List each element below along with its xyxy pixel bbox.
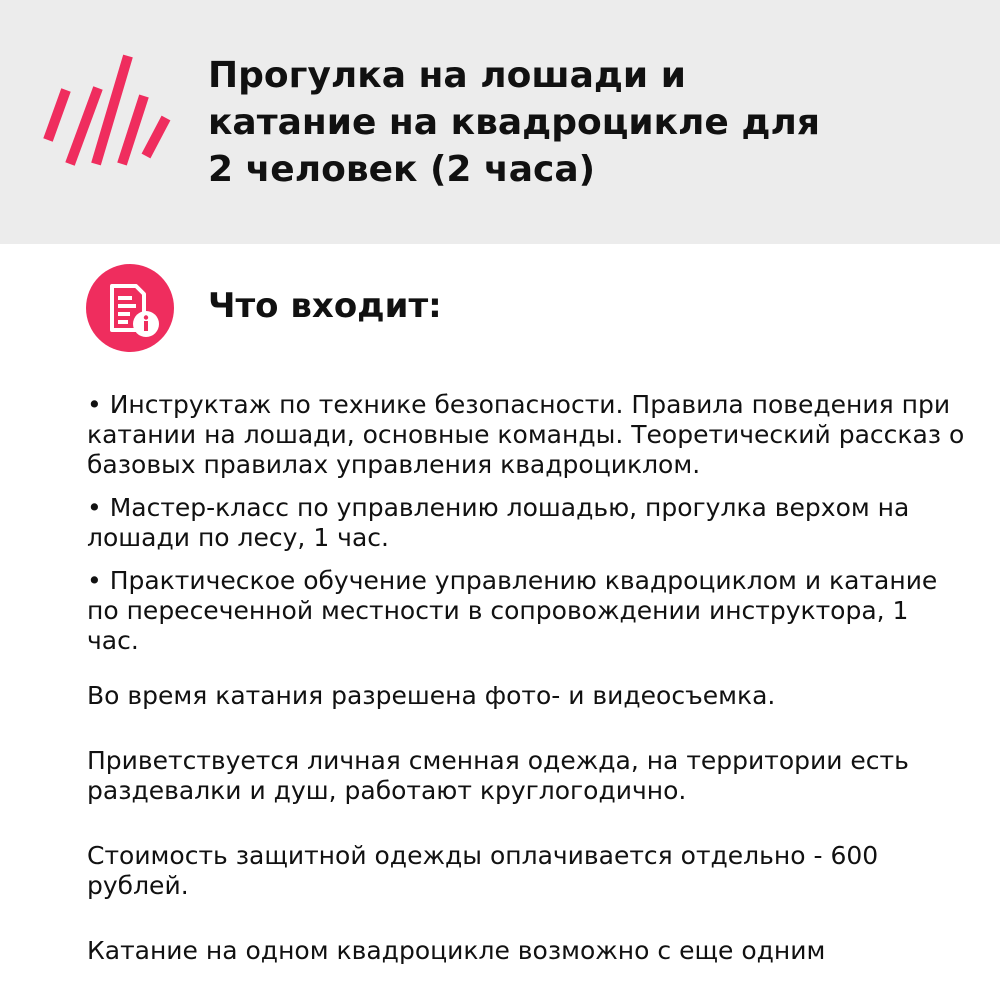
header-band xyxy=(0,0,1000,244)
document-info-icon xyxy=(86,264,174,352)
note-protective-cost: Стоимость защитной одежды оплачивается отдельно - 600 рублей. xyxy=(87,841,879,900)
list-item: • Практическое обучение управлению квадроциклом и катание по пересеченной местности в сопровождении инструктора, 1 час. xyxy=(87,566,938,655)
note-passenger: Катание на одном квадроцикле возможно с еще одним xyxy=(87,936,826,965)
list-item: • Мастер-класс по управлению лошадью, прогулка верхом на лошади по лесу, 1 час. xyxy=(87,493,910,552)
note-photo-video: Во время катания разрешена фото- и видеосъемка. xyxy=(87,681,776,710)
list-item: • Инструктаж по технике безопасности. Правила поведения при катании на лошади, основные команды. Теоретический рассказ о базовых правилах управления квадроциклом. xyxy=(87,390,965,479)
section-heading: Что входит: xyxy=(208,286,442,326)
note-clothing: Приветствуется личная сменная одежда, на территории есть раздевалки и душ, работают круглогодично. xyxy=(87,746,909,805)
page-title: Прогулка на лошади и катание на квадроцикле для 2 человек (2 часа) xyxy=(208,55,820,190)
included-list xyxy=(87,390,967,656)
content-body xyxy=(87,390,967,966)
brand-logo-icon xyxy=(40,52,172,168)
